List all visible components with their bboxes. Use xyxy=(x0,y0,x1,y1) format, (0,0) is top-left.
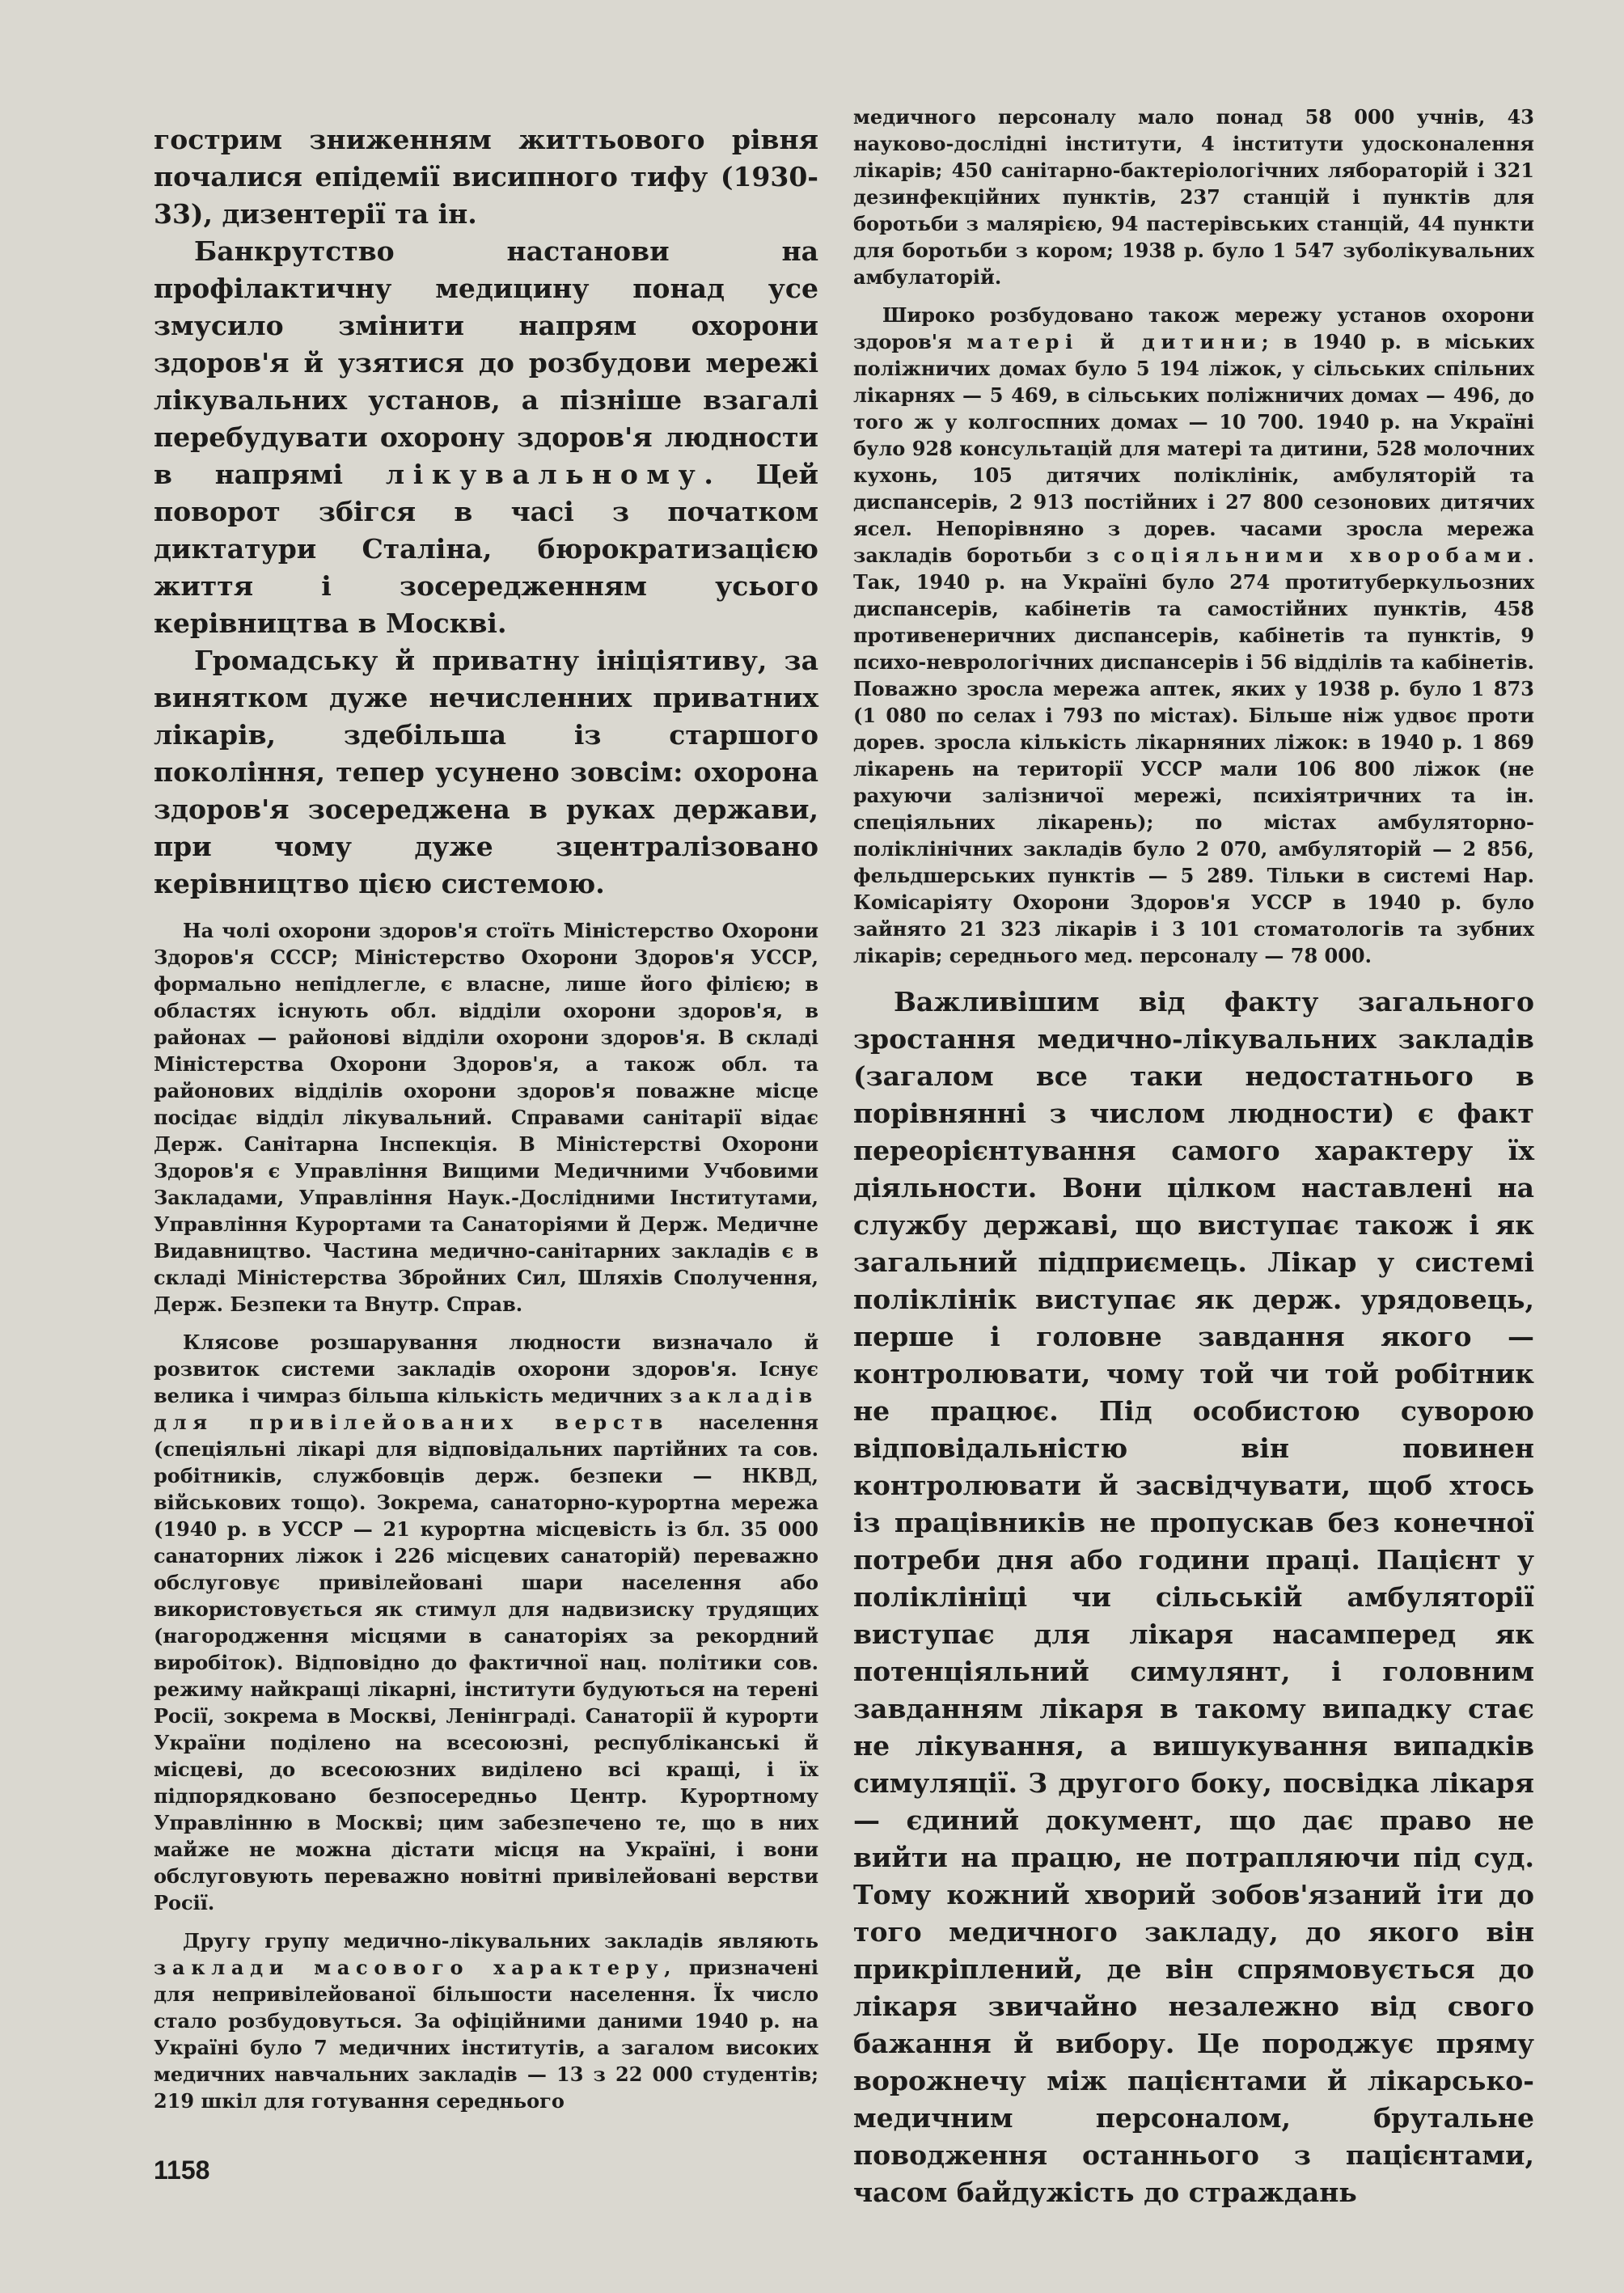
right-column xyxy=(853,104,1534,2211)
spaced-emphasis: закладів для привілейованих верств xyxy=(154,1384,818,1434)
paragraph-text: . Цей поворот збігся в часі з початком диктатури Сталіна, бюрократизацією життя і зосередженням усього керівництва в Москві. xyxy=(154,459,818,639)
paragraph-text: Банкрутство настанови на профілактичну медицину понад усе змусило змінити напрям охорони здоров'я й узятися до розбудови мережі лікувальних установ, а пізніше взагалі перебудувати охорону здоров'я людности в напрямі xyxy=(154,235,818,490)
paragraph-epidemics xyxy=(154,121,818,233)
paragraph-text: Громадську й приватну ініціятиву, за винятком дуже нечисленних приватних лікарів, здебільша із старшого покоління, тепер усунено зовсім: охорона здоров'я зосереджена в руках держави, при чому дуже зцентралізовано керівництво цією системою. xyxy=(154,645,818,899)
paragraph-mass-institutions xyxy=(154,1927,818,2114)
left-column xyxy=(154,121,818,2114)
paragraph-reorientation xyxy=(853,984,1534,2211)
spaced-emphasis: матері й дитини xyxy=(966,330,1262,353)
paragraph-personnel-stats xyxy=(853,104,1534,290)
paragraph-text: ; в 1940 р. в міських поліжничих домах було 5 194 ліжок, у сільських спільних лікарнях — 5 469, в сільських поліжничих домах — 496, до того ж у колгоспних домах — 10 700. 1940 р. на Україні було 928 консультацій для матері та дитини, 528 молочних кухонь, 105 дитячих поліклінік, амбуляторій та диспансерів, 2 913 постійних і 27 800 сезонових дитячих ясел. Непорівняно з дорев. часами зросла мережа закладів боротьби з xyxy=(853,330,1534,567)
paragraph-bankruptcy xyxy=(154,233,818,642)
paragraph-text: населення (спеціяльні лікарі для відповідальних партійних та сов. робітників, службовців держ. безпеки — НКВД, військових тощо). Зокрема, санаторно-курортна мережа (1940 р. в УССР — 21 курортна місцевість із бл. 35 000 санаторних ліжок і 226 місцевих санаторій) переважно обслуговує привілейовані шари населення або використовується як стимул для надвизиску трудящих (нагородження місцями в санаторіях за рекордний виробіток). Відповідно до фактичної нац. політики сов. режиму найкращі лікарні, інститути будуються на терені Росії, зокрема в Москві, Ленінграді. Санаторії й курорти України поділено на всесоюзні, республіканські й місцеві, до всесоюзних виділено всі кращі, і їх підпорядковано безпосередньо Центр. Курортному Управлінню в Москві; цим забезпечено те, що в них майже не можна дістати місця на Україні, і вони обслуговують переважно новітні привілейовані верстви Росії. xyxy=(154,1411,818,1914)
paragraph-initiative xyxy=(154,642,818,903)
paragraph-ministry xyxy=(154,917,818,1318)
paragraph-text: гострим зниженням життьового рівня почалися епідемії висипного тифу (1930-33), дизентерії та ін. xyxy=(154,124,818,230)
paragraph-text: На чолі охорони здоров'я стоїть Міністерство Охорони Здоров'я СССР; Міністерство Охорони Здоров'я УССР, формально непідлегле, є власне, лише його філією; в областях існують обл. відділи охорони здоров'я, в районах — районові відділи охорони здоров'я. В складі Міністерства Охорони Здоров'я, а також обл. та районових відділів охорони здоров'я поважне місце посідає відділ лікувальний. Справами санітарії відає Держ. Санітарна Інспекція. В Міністерстві Охорони Здоров'я є Управління Вищими Медичними Учбовими Закладами, Управління Наук.-Дослідними Інститутами, Управління Курортами та Санаторіями й Держ. Медичне Видавництво. Частина медично-санітарних закладів є в складі Міністерства Збройних Сил, Шляхів Сполучення, Держ. Безпеки та Внутр. Справ. xyxy=(154,919,818,1316)
paragraph-text: . Так, 1940 р. на Україні було 274 протитуберкульозних диспансерів, кабінетів та самостійних пунктів, 458 противенеричних диспансерів, кабінетів та пунктів, 9 психо-неврологічних диспансерів і 56 відділів та кабінетів. Поважно зросла мережа аптек, яких у 1938 р. було 1 873 (1 080 по селах і 793 по містах). Більше ніж удвоє проти дорев. зросла кількість лікарняних ліжок: в 1940 р. 1 869 лікарень на території УССР мали 106 800 ліжок (не рахуючи залізничої мережі, психіятричних та ін. спеціяльних лікарень); по містах амбуляторно-поліклінічних закладів було 2 070, амбуляторій — 2 856, фельдшерських пунктів — 5 289. Тільки в системі Нар. Комісаріяту Охорони Здоров'я УССР в 1940 р. було зайнято 21 323 лікарів і 3 101 стоматологів та зубних лікарів; середнього мед. персоналу — 78 000. xyxy=(853,544,1534,967)
spaced-emphasis: соціяльними хворобами xyxy=(1113,544,1528,567)
spaced-emphasis: лікувальному xyxy=(385,459,704,490)
paragraph-text: Клясове розшарування людности визначало й розвиток системи закладів охорони здоров'я. Існує велика і чимраз більша кількість медичних xyxy=(154,1331,818,1407)
paragraph-text: Важливішим від факту загального зростання медично-лікувальних закладів (загалом все таки недостатнього в порівнянні з числом людности) є факт переорієнтування самого характеру їх діяльности. Вони цілком наставлені на службу державі, що виступає також і як загальний підприємець. Лікар у системі поліклінік виступає як держ. урядовець, перше і головне завдання якого — контролювати, чому той чи той робітник не працює. Під особистою суворою відповідальністю він повинен контролювати й засвідчувати, щоб хтось із працівників не пропускав без конечної потреби дня або години праці. Пацієнт у поліклініці чи сільській амбуляторії виступає для лікаря насамперед як потенціяльний симулянт, і головним завданням лікаря в такому випадку стає не лікування, а вишукування випадків симуляції. З другого боку, посвідка лікаря — єдиний документ, що дає право не вийти на працю, не потрапляючи під суд. Тому кожний хворий зобов'язаний іти до того медичного закладу, до якого він прикріплений, де він спрямовується до лікаря звичайно незалежно від свого бажання й вибору. Це породжує пряму ворожнечу між пацієнтами й лікарсько-медичним персоналом, брутальне поводження останнього з пацієнтами, часом байдужість до страждань xyxy=(853,986,1534,2208)
paragraph-text: , призначені для непривілейованої більшости населення. Їх число стало розбудовуться. За офіційними даними 1940 р. на Україні було 7 медичних інститутів, а загалом високих медичних навчальних закладів — 13 з 22 000 студентів; 219 шкіл для готування середнього xyxy=(154,1956,818,2113)
paragraph-class-stratification xyxy=(154,1329,818,1916)
spaced-emphasis: заклади масового характеру xyxy=(154,1956,665,1979)
paragraph-mother-child xyxy=(853,302,1534,969)
paragraph-text: Широко розбудовано також мережу установ охорони здоров'я xyxy=(853,303,1534,353)
paragraph-text: медичного персоналу мало понад 58 000 учнів, 43 науково-дослідні інститути, 4 інститути удосконалення лікарів; 450 санітарно-бактеріологічних лябораторій і 321 дезинфекційних пунктів, 237 станцій і пунктів для боротьби з малярією, 94 пастерівських станцій, 44 пункти для боротьби з кором; 1938 р. було 1 547 зуболікувальних амбулаторій. xyxy=(853,105,1534,289)
paragraph-text: Другу групу медично-лікувальних закладів являють xyxy=(183,1929,818,1952)
page-number: 1158 xyxy=(154,2156,210,2185)
